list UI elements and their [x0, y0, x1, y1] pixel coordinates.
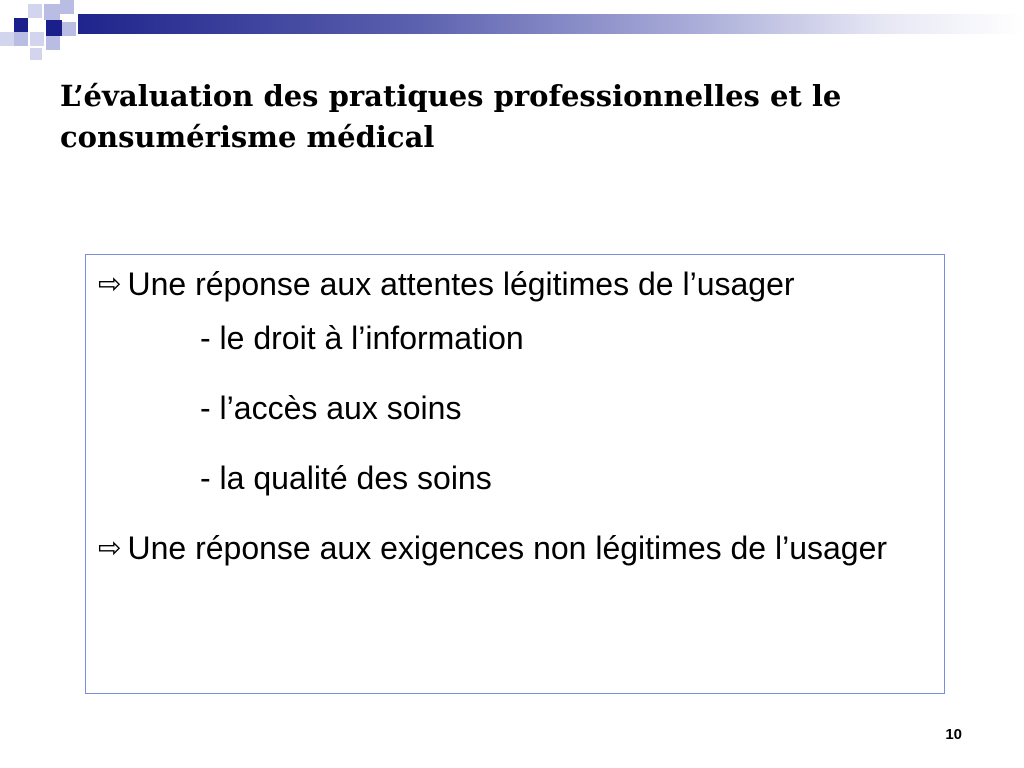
- decor-square-light-2: [0, 32, 14, 46]
- slide-title: L’évaluation des pratiques professionnelles et le consumérisme médical: [60, 79, 842, 154]
- page-number: 10: [945, 726, 962, 743]
- decor-square-lavender-5: [62, 22, 76, 36]
- sub-item-1: - le droit à l’information: [200, 320, 524, 356]
- decor-square-lavender-1: [44, 4, 60, 20]
- content-box: [85, 254, 945, 694]
- decor-square-navy-2: [46, 20, 62, 36]
- bullet-text-1: Une réponse aux attentes légitimes de l’usager: [127, 266, 795, 302]
- header-gradient-bar: [78, 14, 1024, 34]
- bullet-item-1: [98, 265, 930, 303]
- hollow-right-arrow-icon: ⇨: [98, 267, 122, 300]
- decor-square-lavender-3: [14, 32, 28, 46]
- decor-square-light-1: [28, 4, 42, 18]
- decor-square-lavender-4: [46, 36, 60, 50]
- sub-item-2: - l’accès aux soins: [200, 390, 462, 426]
- decor-square-lavender-2: [60, 0, 74, 14]
- hollow-right-arrow-icon: ⇨: [98, 531, 122, 564]
- bullet-text-2: Une réponse aux exigences non légitimes de l’usager: [127, 530, 888, 566]
- sub-item-3: - la qualité des soins: [200, 460, 492, 496]
- decor-square-light-4: [30, 48, 42, 60]
- bullet-item-2: [98, 529, 930, 567]
- decor-square-light-3: [30, 32, 44, 46]
- decor-square-navy-1: [14, 18, 28, 32]
